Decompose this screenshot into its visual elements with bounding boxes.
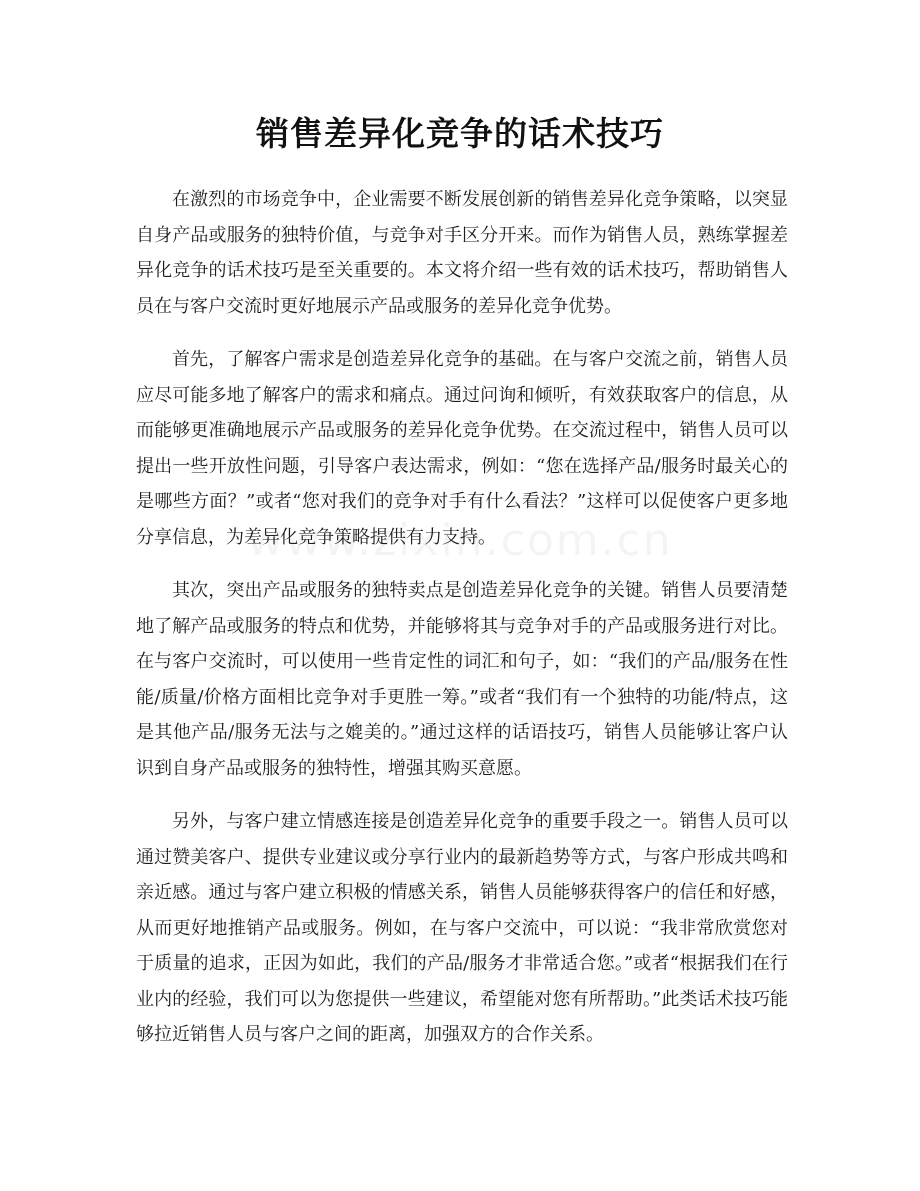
paragraph-intro: 在激烈的市场竞争中，企业需要不断发展创新的销售差异化竞争策略，以突显自身产品或服务的独特价值，与竞争对手区分开来。而作为销售人员，熟练掌握差异化竞争的话术技巧是至关重要的。本文将介绍一些有效的话术技巧，帮助销售人员在与客户交流时更好地展示产品或服务的差异化竞争优势。	[136, 189, 788, 317]
paragraph-third: 另外，与客户建立情感连接是创造差异化竞争的重要手段之一。销售人员可以通过赞美客户、提供专业建议或分享行业内的最新趋势等方式，与客户形成共鸣和亲近感。通过与客户建立积极的情感关系，销售人员能够获得客户的信任和好感，从而更好地推销产品或服务。例如，在与客户交流中，可以说：“我非常欣赏您对于质量的追求，正因为如此，我们的产品/服务才非常适合您。”或者“根据我们在行业内的经验，我们可以为您提供一些建议，希望能对您有所帮助。”此类话术技巧能够拉近销售人员与客户之间的距离，加强双方的合作关系。	[136, 811, 788, 1045]
document-body	[136, 182, 788, 1071]
paragraph-second: 其次，突出产品或服务的独特卖点是创造差异化竞争的关键。销售人员要清楚地了解产品或服务的特点和优势，并能够将其与竞争对手的产品或服务进行对比。在与客户交流时，可以使用一些肯定性的词汇和句子，如：“我们的产品/服务在性能/质量/价格方面相比竞争对手更胜一筹。”或者“我们有一个独特的功能/特点，这是其他产品/服务无法与之媲美的。”通过这样的话语技巧，销售人员能够让客户认识到自身产品或服务的独特性，增强其购买意愿。	[136, 580, 788, 779]
paragraph-first: 首先，了解客户需求是创造差异化竞争的基础。在与客户交流之前，销售人员应尽可能多地了解客户的需求和痛点。通过问询和倾听，有效获取客户的信息，从而能够更准确地展示产品或服务的差异化竞争优势。在交流过程中，销售人员可以提出一些开放性问题，引导客户表达需求，例如：“您在选择产品/服务时最关心的是哪些方面？”或者“您对我们的竞争对手有什么看法？”这样可以促使客户更多地分享信息，为差异化竞争策略提供有力支持。	[136, 349, 788, 548]
document-title: 销售差异化竞争的话术技巧	[256, 114, 664, 153]
